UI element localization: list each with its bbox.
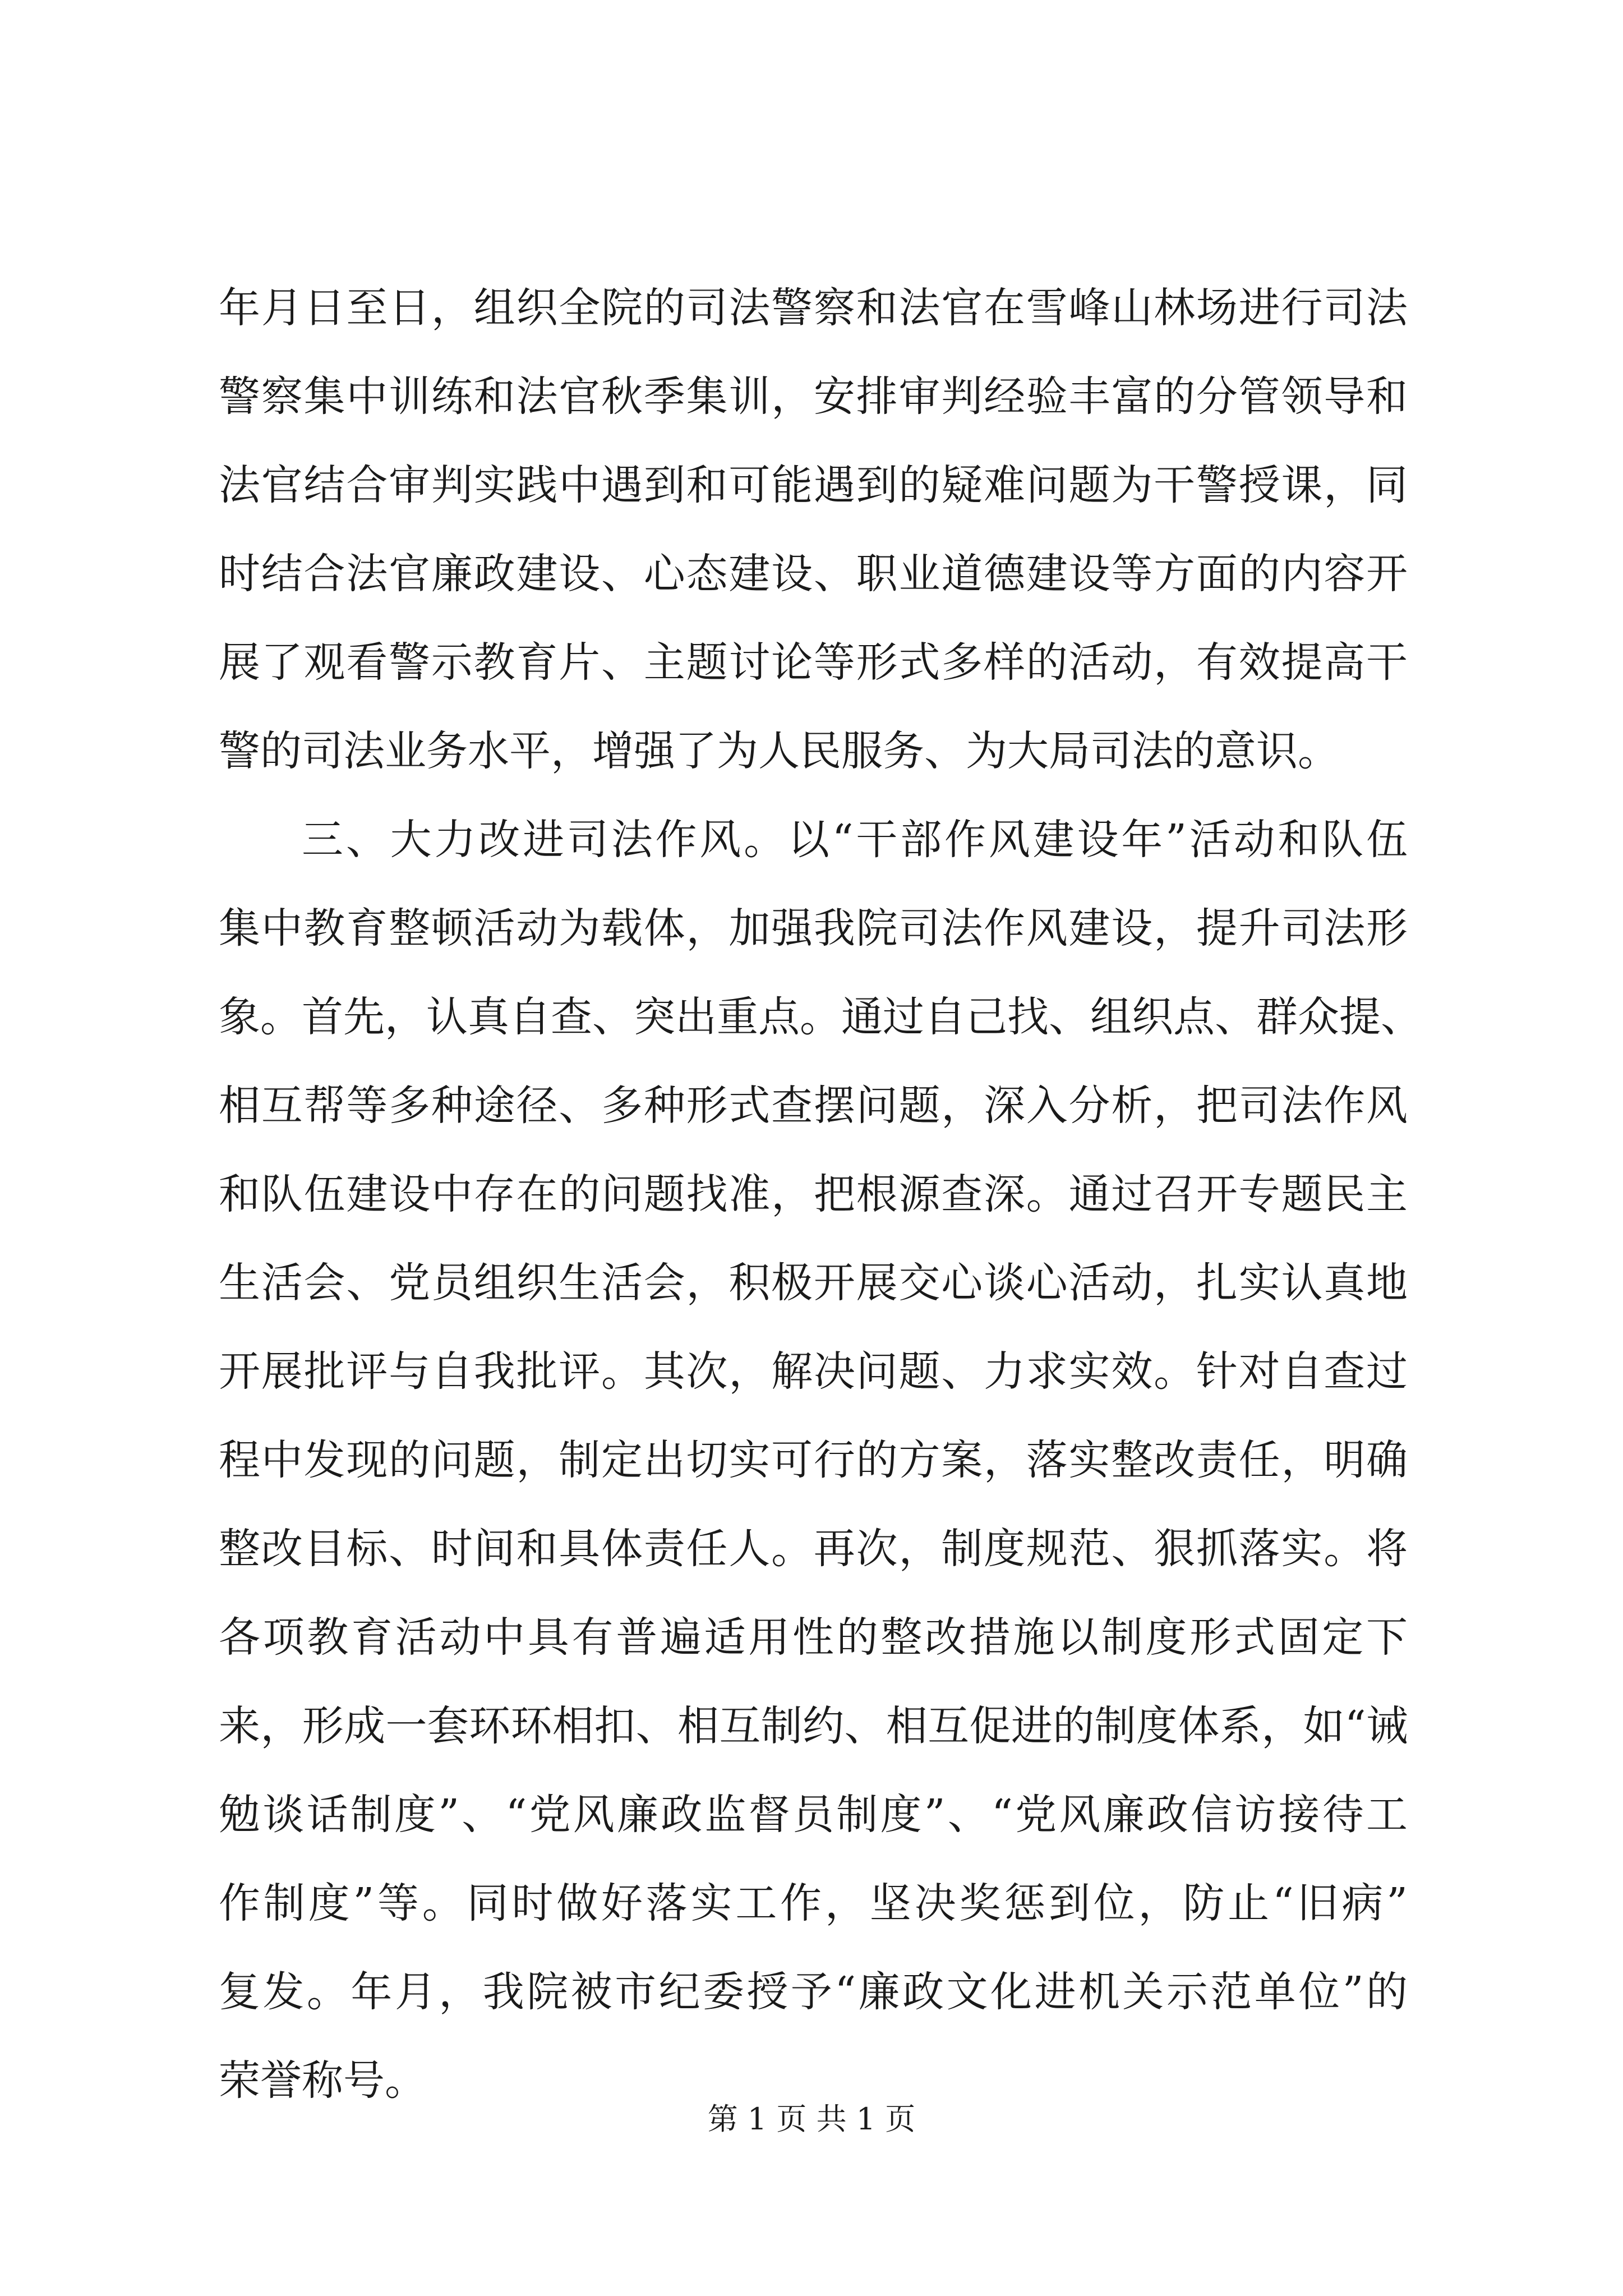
text-line: 来，形成一套环环相扣、相互制约、相互促进的制度体系，如“诫: [219, 1702, 1408, 1750]
text-line: 开展批评与自我批评。其次，解决问题、力求实效。针对自查过: [219, 1347, 1408, 1396]
text-line: 作制度”等。同时做好落实工作，坚决奖惩到位，防止“旧病”: [219, 1879, 1408, 1927]
text-line: 展了观看警示教育片、主题讨论等形式多样的活动，有效提高干: [219, 638, 1408, 687]
text-line: 程中发现的问题，制定出切实可行的方案，落实整改责任，明确: [219, 1436, 1408, 1484]
text-line: 集中教育整顿活动为载体，加强我院司法作风建设，提升司法形: [219, 904, 1408, 953]
text-line: 警察集中训练和法官秋季集训，安排审判经验丰富的分管领导和: [219, 372, 1408, 421]
page-footer: 第 1 页 共 1 页: [707, 2101, 916, 2137]
text-line: 整改目标、时间和具体责任人。再次，制度规范、狠抓落实。将: [219, 1525, 1408, 1573]
text-line: 各项教育活动中具有普遍适用性的整改措施以制度形式固定下: [219, 1613, 1408, 1662]
text-line: 法官结合审判实践中遇到和可能遇到的疑难问题为干警授课，同: [219, 461, 1408, 509]
text-line: 生活会、党员组织生活会，积极开展交心谈心活动，扎实认真地: [219, 1259, 1408, 1307]
text-line: 相互帮等多种途径、多种形式查摆问题，深入分析，把司法作风: [219, 1082, 1408, 1130]
text-line: 荣誉称号。: [219, 2056, 426, 2105]
text-line: 年月日至日，组织全院的司法警察和法官在雪峰山林场进行司法: [219, 284, 1408, 332]
text-line: 警的司法业务水平，增强了为人民服务、为大局司法的意识。: [219, 727, 1339, 775]
document-body: [219, 264, 1422, 2125]
text-line: 时结合法官廉政建设、心态建设、职业道德建设等方面的内容开: [219, 550, 1408, 598]
paragraph-start-line: 三、大力改进司法作风。以“干部作风建设年”活动和队伍: [302, 816, 1408, 864]
text-line: 勉谈话制度”、“党风廉政监督员制度”、“党风廉政信访接待工: [219, 1791, 1408, 1839]
text-line: 和队伍建设中存在的问题找准，把根源查深。通过召开专题民主: [219, 1170, 1408, 1218]
text-line: 象。首先，认真自查、突出重点。通过自己找、组织点、群众提、: [219, 993, 1422, 1041]
text-line: 复发。年月，我院被市纪委授予“廉政文化进机关示范单位”的: [219, 1968, 1408, 2016]
